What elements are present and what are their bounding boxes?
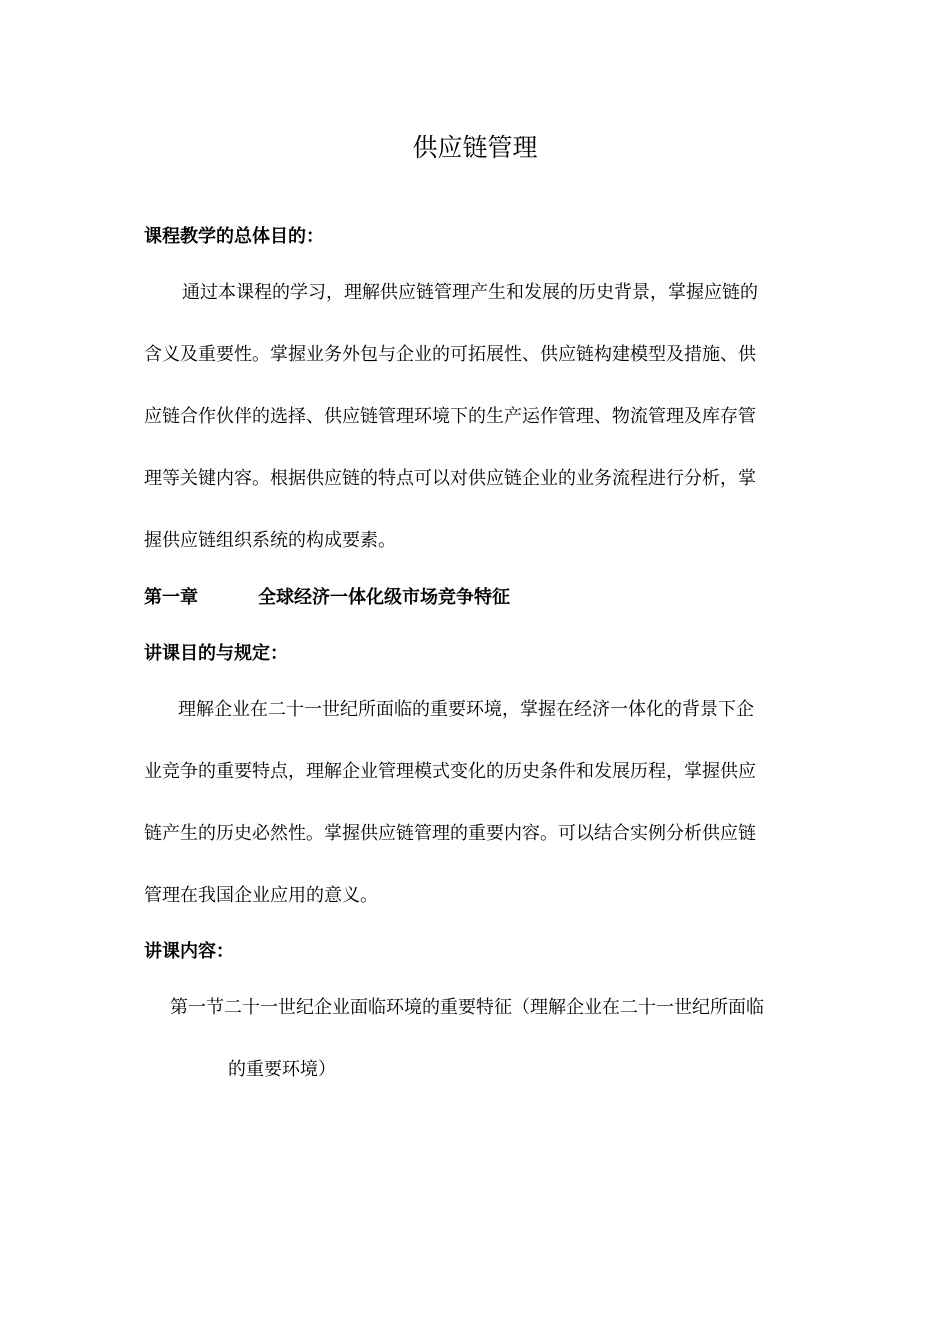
objective-heading: 课程教学的总体目的：	[144, 226, 324, 247]
objective-line: 应链合作伙伴的选择、供应链管理环境下的生产运作管理、物流管理及库存管	[144, 406, 756, 427]
purpose-line: 管理在我国企业应用的意义。	[144, 885, 378, 906]
section-line: 第一节二十一世纪企业面临环境的重要特征（理解企业在二十一世纪所面临	[170, 997, 764, 1018]
section-line: 的重要环境）	[228, 1059, 336, 1080]
purpose-line: 链产生的历史必然性。掌握供应链管理的重要内容。可以结合实例分析供应链	[144, 823, 756, 844]
objective-line: 握供应链组织系统的构成要素。	[144, 530, 396, 551]
objective-line: 理等关键内容。根据供应链的特点可以对供应链企业的业务流程进行分析，掌	[144, 468, 756, 489]
chapter-heading	[144, 586, 510, 610]
chapter-number: 第一章	[144, 587, 198, 608]
objective-line: 含义及重要性。掌握业务外包与企业的可拓展性、供应链构建模型及措施、供	[144, 344, 756, 365]
purpose-line: 业竞争的重要特点，理解企业管理模式变化的历史条件和发展历程，掌握供应	[144, 761, 756, 782]
content-heading: 讲课内容：	[144, 941, 234, 962]
purpose-line: 理解企业在二十一世纪所面临的重要环境，掌握在经济一体化的背景下企	[178, 699, 754, 720]
purpose-heading: 讲课目的与规定：	[144, 643, 288, 664]
chapter-title: 全球经济一体化级市场竞争特征	[258, 587, 510, 608]
objective-line: 通过本课程的学习，理解供应链管理产生和发展的历史背景，掌握应链的	[182, 282, 758, 303]
document-title: 供应链管理	[412, 133, 538, 162]
